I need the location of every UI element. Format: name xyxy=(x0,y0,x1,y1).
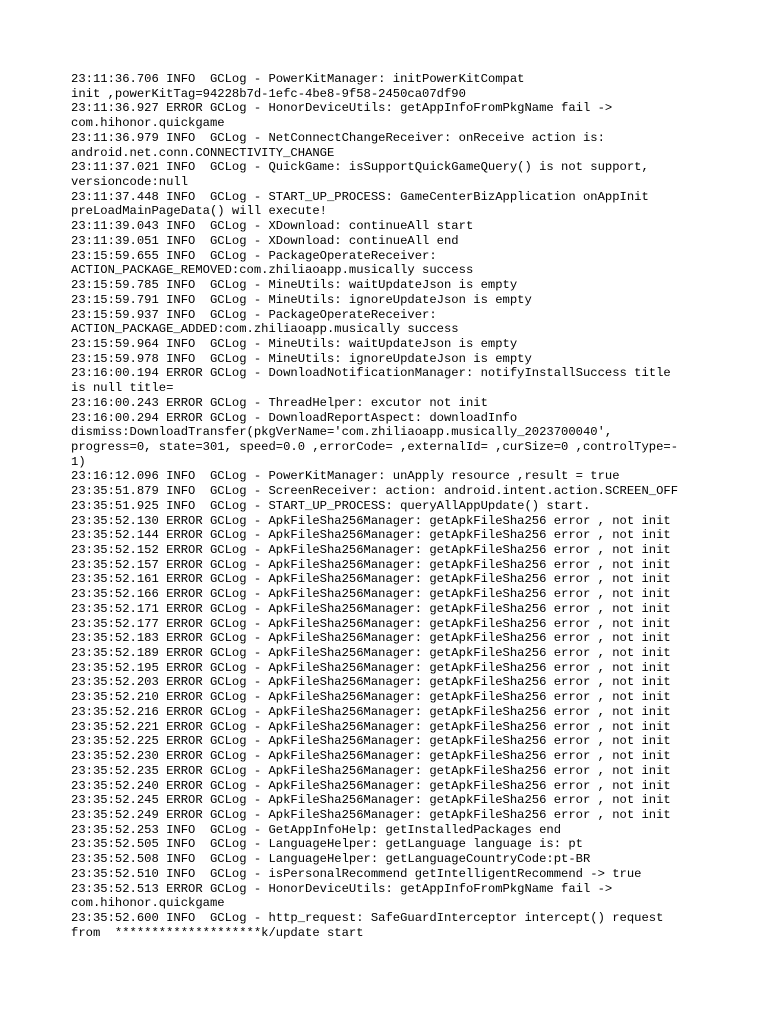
log-line: 23:16:00.243 ERROR GCLog - ThreadHelper: excutor not init xyxy=(71,395,488,410)
log-line: 23:35:52.210 ERROR GCLog - ApkFileSha256Manager: getApkFileSha256 error , not init xyxy=(71,690,671,705)
log-line: 23:15:59.785 INFO GCLog - MineUtils: waitUpdateJson is empty xyxy=(71,278,518,293)
log-line: com.hihonor.quickgame xyxy=(71,896,225,911)
log-line: 23:35:52.221 ERROR GCLog - ApkFileSha256Manager: getApkFileSha256 error , not init xyxy=(71,719,671,734)
log-line: 1) xyxy=(71,454,86,469)
log-line: 23:16:00.294 ERROR GCLog - DownloadReportAspect: downloadInfo xyxy=(71,410,518,425)
log-line: from ********************k/update start xyxy=(71,925,364,940)
log-line: 23:35:52.510 INFO GCLog - isPersonalRecommend getIntelligentRecommend -> true xyxy=(71,866,642,881)
log-line: 23:35:52.249 ERROR GCLog - ApkFileSha256Manager: getApkFileSha256 error , not init xyxy=(71,807,671,822)
log-line: 23:35:51.925 INFO GCLog - START_UP_PROCESS: queryAllAppUpdate() start. xyxy=(71,498,591,513)
log-line: ACTION_PACKAGE_ADDED:com.zhiliaoapp.musically success xyxy=(71,322,459,337)
log-line: com.hihonor.quickgame xyxy=(71,116,225,131)
log-line: 23:35:52.216 ERROR GCLog - ApkFileSha256Manager: getApkFileSha256 error , not init xyxy=(71,704,671,719)
log-line: 23:35:52.152 ERROR GCLog - ApkFileSha256Manager: getApkFileSha256 error , not init xyxy=(71,543,671,557)
log-line: 23:11:36.979 INFO GCLog - NetConnectChangeReceiver: onReceive action is: xyxy=(71,130,605,145)
log-line: 23:35:52.157 ERROR GCLog - ApkFileSha256Manager: getApkFileSha256 error , not init xyxy=(71,557,671,572)
log-line: 23:35:52.245 ERROR GCLog - ApkFileSha256Manager: getApkFileSha256 error , not init xyxy=(71,793,671,808)
log-line: 23:11:36.927 ERROR GCLog - HonorDeviceUtils: getAppInfoFromPkgName fail -> xyxy=(71,101,613,116)
log-line: 23:15:59.937 INFO GCLog - PackageOperateReceiver: xyxy=(71,307,437,322)
log-line: 23:35:52.183 ERROR GCLog - ApkFileSha256Manager: getApkFileSha256 error , not init xyxy=(71,631,671,646)
log-line: 23:35:52.508 INFO GCLog - LanguageHelper: getLanguageCountryCode:pt-BR xyxy=(71,852,591,867)
log-line: progress=0, state=301, speed=0.0 ,errorCode= ,externalId= ,curSize=0 ,controlType=- xyxy=(71,439,679,454)
log-line: 23:35:52.240 ERROR GCLog - ApkFileSha256Manager: getApkFileSha256 error , not init xyxy=(71,778,671,793)
log-line: 23:11:39.051 INFO GCLog - XDownload: continueAll end xyxy=(71,233,459,248)
log-line: 23:35:52.171 ERROR GCLog - ApkFileSha256Manager: getApkFileSha256 error , not init xyxy=(71,601,671,616)
log-line: 23:35:52.230 ERROR GCLog - ApkFileSha256Manager: getApkFileSha256 error , not init xyxy=(71,749,671,764)
log-line: 23:11:37.448 INFO GCLog - START_UP_PROCESS: GameCenterBizApplication onAppInit xyxy=(71,189,649,204)
log-line: 23:35:52.253 INFO GCLog - GetAppInfoHelp: getInstalledPackages end xyxy=(71,822,562,837)
log-line: android.net.conn.CONNECTIVITY_CHANGE xyxy=(71,145,335,160)
log-line: 23:35:52.203 ERROR GCLog - ApkFileSha256Manager: getApkFileSha256 error , not init xyxy=(71,675,671,690)
log-line: 23:35:52.166 ERROR GCLog - ApkFileSha256Manager: getApkFileSha256 error , not init xyxy=(71,587,671,602)
log-line: 23:11:39.043 INFO GCLog - XDownload: continueAll start xyxy=(71,219,474,234)
log-line: 23:16:12.096 INFO GCLog - PowerKitManager: unApply resource ,result = true xyxy=(71,469,620,484)
log-line: 23:15:59.964 INFO GCLog - MineUtils: waitUpdateJson is empty xyxy=(71,336,518,351)
log-line: 23:35:52.600 INFO GCLog - http_request: SafeGuardInterceptor intercept() request xyxy=(71,910,664,925)
log-line: 23:15:59.978 INFO GCLog - MineUtils: ignoreUpdateJson is empty xyxy=(71,351,532,366)
log-line: 23:35:52.505 INFO GCLog - LanguageHelper: getLanguage language is: pt xyxy=(71,837,583,852)
log-line: versioncode:null xyxy=(71,175,189,190)
log-line: 23:15:59.655 INFO GCLog - PackageOperateReceiver: xyxy=(71,248,437,263)
log-line: 23:35:51.879 INFO GCLog - ScreenReceiver: action: android.intent.action.SCREEN_OFF xyxy=(71,484,679,499)
log-line: 23:35:52.177 ERROR GCLog - ApkFileSha256Manager: getApkFileSha256 error , not init xyxy=(71,616,671,631)
log-line: ACTION_PACKAGE_REMOVED:com.zhiliaoapp.musically success xyxy=(71,263,474,278)
log-line: 23:35:52.225 ERROR GCLog - ApkFileSha256Manager: getApkFileSha256 error , not init xyxy=(71,734,671,749)
log-line: 23:35:52.130 ERROR GCLog - ApkFileSha256Manager: getApkFileSha256 error , not init xyxy=(71,513,671,528)
log-line: is null title= xyxy=(71,381,174,396)
log-line: 23:35:52.189 ERROR GCLog - ApkFileSha256Manager: getApkFileSha256 error , not init xyxy=(71,646,671,661)
log-line: init ,powerKitTag=94228b7d-1efc-4be8-9f58-2450ca07df90 xyxy=(71,86,466,101)
log-line: dismiss:DownloadTransfer(pkgVerName='com.zhiliaoapp.musically_2023700040', xyxy=(71,425,613,440)
log-document xyxy=(71,72,707,940)
log-line: 23:11:37.021 INFO GCLog - QuickGame: isSupportQuickGameQuery() is not support, xyxy=(71,160,649,175)
log-line: 23:35:52.161 ERROR GCLog - ApkFileSha256Manager: getApkFileSha256 error , not init xyxy=(71,572,671,587)
log-line: preLoadMainPageData() will execute! xyxy=(71,204,327,219)
log-line: 23:35:52.513 ERROR GCLog - HonorDeviceUtils: getAppInfoFromPkgName fail -> xyxy=(71,881,613,896)
log-line: 23:35:52.195 ERROR GCLog - ApkFileSha256Manager: getApkFileSha256 error , not init xyxy=(71,660,671,675)
log-line: 23:35:52.144 ERROR GCLog - ApkFileSha256Manager: getApkFileSha256 error , not init xyxy=(71,528,671,543)
log-line: 23:16:00.194 ERROR GCLog - DownloadNotificationManager: notifyInstallSuccess title xyxy=(71,366,671,381)
log-line: 23:15:59.791 INFO GCLog - MineUtils: ignoreUpdateJson is empty xyxy=(71,292,532,307)
log-line: 23:35:52.235 ERROR GCLog - ApkFileSha256Manager: getApkFileSha256 error , not init xyxy=(71,763,671,778)
log-line: 23:11:36.706 INFO GCLog - PowerKitManager: initPowerKitCompat xyxy=(71,72,525,86)
